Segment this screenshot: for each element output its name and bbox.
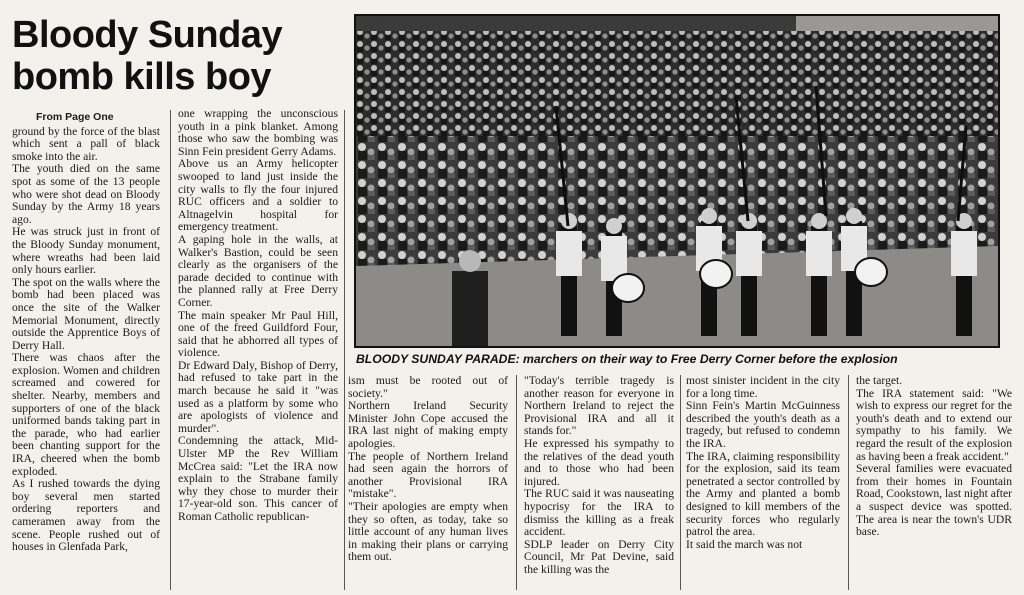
paragraph: ground by the force of the blast which sent a pall of black smoke into the air. [12,124,160,163]
paragraph: Condemning the attack, Mid-Ulster MP the Rev William McCrea said: "Let the IRA now explain to the Strabane family why they chose to murder their 17-year-old son. This cancer of Roman Catholic republican- [178,434,338,523]
article-column-2 [178,108,338,524]
photo-caption [356,352,1006,366]
column-rule [680,375,681,590]
caption-lead: BLOODY SUNDAY PARADE: [356,352,520,366]
paragraph: The main speaker Mr Paul Hill, one of the freed Guildford Four, said that he abhorred all types of violence. [178,308,338,360]
article-column-5 [686,375,840,551]
paragraph: ism must be rooted out of society." [348,374,508,400]
paragraph: Sinn Fein's Martin McGuinness described the youth's death as a tragedy, but refused to condemn the IRA. [686,399,840,450]
paragraph: He expressed his sympathy to the relatives of the dead youth and to those who had been injured. [524,436,674,488]
paragraph: the target. [856,374,903,387]
headline-line-1: Bloody Sunday [12,14,283,56]
column-rule [170,110,171,590]
paragraph: The IRA, claiming responsibility for the explosion, said its team penetrated a sector controlled by the Army and planted a bomb designed to kill members of the security forces who regularly patrol the area. [686,449,840,539]
paragraph: Several families were evacuated from their homes in Fountain Road, Cookstown, last night after a suspect device was spotted. The area is near the town's UDR base. [856,462,1012,539]
article-column-4 [524,375,674,577]
headline [12,14,332,98]
paragraph: Northern Ireland Security Minister John Cope accused the IRA last night of making empty apologies. [348,399,508,450]
paragraph: The RUC said it was nauseating hypocrisy for the IRA to dismiss the killing as a freak accident. [524,487,674,539]
paragraph: It said the march was not [686,537,803,551]
article-column-1 [12,111,160,554]
headline-line-2: bomb kills boy [12,56,272,98]
article-column-6 [856,375,1012,539]
paragraph: one wrapping the unconscious youth in a pink blanket. Among those who saw the bombing was Sinn Fein president Gerry Adams. [178,107,338,158]
paragraph: The spot on the walls where the bomb had been placed was once the site of the Walker Memorial Monument, directly outside the Apprentice Boys of Derry Hall. [12,275,160,352]
caption-text: marchers on their way to Free Derry Corner before the explosion [519,352,898,366]
paragraph: He was struck just in front of the Bloody Sunday monument, where wreaths had been laid only hours earlier. [12,225,160,277]
paragraph: most sinister incident in the city for a long time. [686,374,840,400]
paragraph: The people of Northern Ireland had seen again the horrors of another Provisional IRA "mistake". [348,449,508,501]
paragraph: The IRA statement said: "We wish to express our regret for the youth's death and to extend our sympathy to his family. We regard the result of the explosion as having been a freak accident." [856,386,1012,463]
paragraph: There was chaos after the explosion. Women and children screamed and cowered for shelter. Nearby, members and supporters of one of the black uniformed bands taking part in the parade, who had earlier been chanting support for the IRA, cheered when the bomb exploded. [12,351,160,478]
paragraph: The youth died on the same spot as some of the 13 people who were shot dead on Bloody Sunday by the Army 18 years ago. [12,162,160,226]
paragraph: SDLP leader on Derry City Council, Mr Pat Devine, said the killing was the [524,537,674,576]
column-rule [848,375,849,590]
kicker: From Page One [36,111,114,123]
parade-photo [354,14,1000,348]
column-rule [516,375,517,590]
article-column-3 [348,375,508,564]
column-rule [344,110,345,590]
paragraph: "Today's terrible tragedy is another reason for everyone in Northern Ireland to reject the Provisional IRA and all it stands for." [524,374,674,438]
crowd-march-photo [356,16,998,346]
paragraph: As I rushed towards the dying boy several men started ordering reporters and cameramen away from the scene. People rushed out of houses in Glenfada Park, [12,477,160,554]
paragraph: Above us an Army helicopter swooped to land just inside the city walls to fly the four injured RUC officers and a soldier to Altnagelvin hospital for emergency treatment. [178,157,338,234]
paragraph: "Their apologies are empty when they so often, as today, take so little account of any human lives in making their plans or carrying them out. [348,499,508,564]
paragraph: Dr Edward Daly, Bishop of Derry, had refused to take part in the march because he said it "was used as a platform by some who are apologists of violence and murder". [178,358,338,435]
paragraph: A gaping hole in the walls, at Walker's Bastion, could be seen clearly as the organisers of the parade decided to continue with the planned rally at Free Derry Corner. [178,232,338,309]
